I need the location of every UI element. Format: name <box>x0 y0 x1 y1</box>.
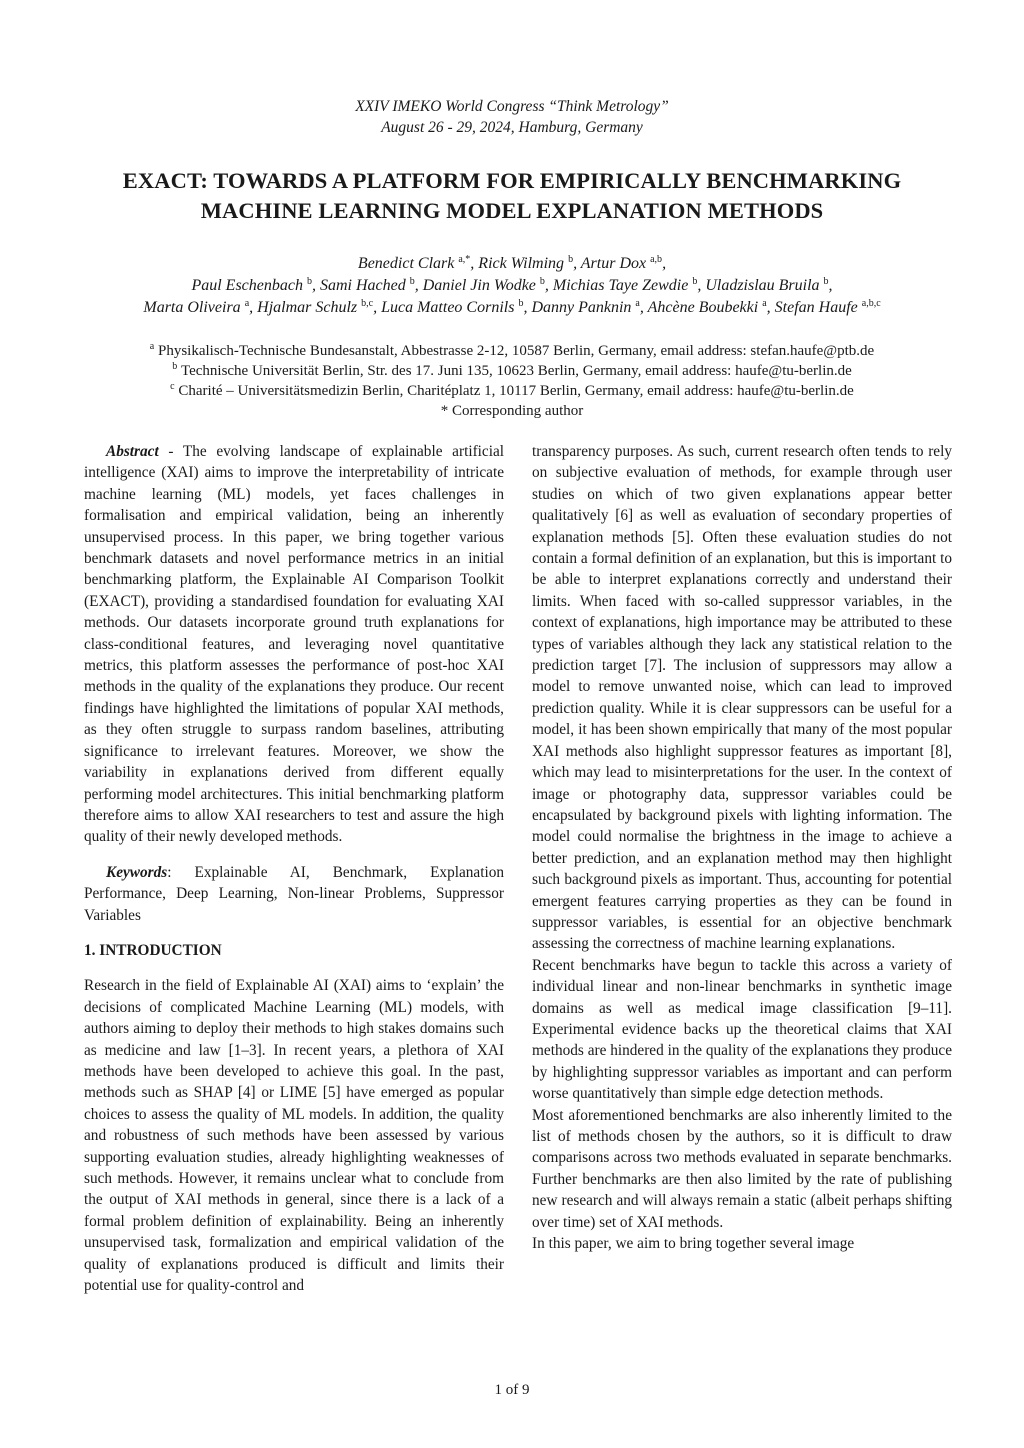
author-name: Michias Taye Zewdie <box>552 277 689 294</box>
author-separator: , <box>544 277 553 294</box>
author-name: Paul Eschenbach <box>191 277 303 294</box>
author-name: Stefan Haufe <box>774 299 858 316</box>
author-separator: , <box>249 299 258 316</box>
intro-paragraph-1: Research in the field of Explainable AI (XAI) aims to ‘explain’ the decisions of complicated Machine Learning (ML) models, with authors aiming to deploy their methods to high stakes domains such as medicine and law [1–3]. In recent years, a plethora of XAI methods have been developed to achieve this goal. In the past, methods such as SHAP [4] or LIME [5] have emerged as popular choices to assess the quality of ML models. In addition, the quality and robustness of such methods have been assessed by various supporting evaluation studies, already highlighting weaknesses of such methods. However, it remains unclear what to conclude from the output of XAI methods in general, since there is a lack of a formal problem definition of explainability. Being an inherently unsupervised task, formalization and empirical validation of the quality of explanations produced is difficult and limits their potential use for quality-control and <box>84 977 504 1295</box>
author-separator: , <box>311 277 320 294</box>
intro-paragraph-2: Recent benchmarks have begun to tackle this across a variety of individual linear and non-linear benchmarks in synthetic image domains as well as medical image classification [9–11]. Experimental evidence backs up the theoretical claims that XAI methods are hindered in the quality of the explanations they produce by highlighting suppressor variables as important and can perform worse quantitatively than simple edge detection methods. <box>532 956 952 1103</box>
right-column <box>532 441 952 1254</box>
author-line <box>20 275 1004 297</box>
author-name: Marta Oliveira <box>143 299 241 316</box>
author-affiliation-mark: a,b,c <box>861 298 881 309</box>
affiliation-text: Physikalisch-Technische Bundesanstalt, Abbestrasse 2-12, 10587 Berlin, Germany, email address: stefan.haufe@ptb.de <box>158 343 875 359</box>
affiliation-b <box>20 361 1004 381</box>
author-separator: , <box>523 299 532 316</box>
corresponding-author-note: * Corresponding author <box>440 403 584 419</box>
author-affiliation-mark: a,b <box>650 254 663 265</box>
author-separator: , <box>828 277 833 294</box>
author-line <box>20 297 1004 319</box>
intro-paragraph-1-continued: transparency purposes. As such, current research often tends to rely on subjective evaluation of methods, for example through user studies on which of two given explanations appear better qualitatively [6] as well as evaluation of secondary properties of explanation methods [5]. Often these evaluation studies do not contain a formal definition of an explanation, but this is important to be able to interpret explanations correctly and understand their limits. When faced with so-called suppressor variables, in the context of explanations, high importance may be attributed to these types of variables although they lack any statistical relation to the prediction target [7]. The inclusion of suppressors may allow a model to remove unwanted noise, which can lead to improved prediction quality. While it is clear suppressors can be useful for a model, it has been shown empirically that many of the most popular XAI methods also highlight suppressor features as important [8], which may lead to misinterpretations for the user. In the context of image or photography data, suppressor variables could be encapsulated by background pixels with lighting information. The model could normalise the brightness in the image to achieve a better prediction, and an explanation method may then highlight such background pixels as important. Thus, accounting for potential emergent features carrying properties as they can be found in suppressor variables, is essential for an objective benchmark assessing the correctness of machine learning explanations. <box>532 443 952 953</box>
author-affiliation-mark: a <box>635 298 640 309</box>
conference-name: XXIV IMEKO World Congress “Think Metrology” <box>355 98 669 115</box>
author-affiliation-mark: b <box>823 276 829 287</box>
page-number: 1 of 9 <box>494 1382 530 1398</box>
author-name: Daniel Jin Wodke <box>422 277 536 294</box>
author-separator: , <box>766 299 775 316</box>
author-name: Uladzislau Bruila <box>705 277 820 294</box>
affiliations <box>20 341 1004 421</box>
author-affiliation-mark: a <box>762 298 767 309</box>
author-affiliation-mark: b <box>539 276 545 287</box>
paper-title-line-1: EXACT: TOWARDS A PLATFORM FOR EMPIRICALLY BENCHMARKING <box>122 168 902 193</box>
affiliation-c <box>20 381 1004 401</box>
author-name: Ahcène Boubekki <box>647 299 759 316</box>
author-separator: , <box>639 299 648 316</box>
author-name: Rick Wilming <box>478 255 565 272</box>
abstract-text: - The evolving landscape of explainable artificial intelligence (XAI) aims to improve the interpretability of intricate machine learning (ML) models, yet faces challenges in formalisation and empirical validation, being an inherently unsupervised process. In this paper, we bring together various benchmark datasets and novel performance metrics in an initial benchmarking platform, the Explainable AI Comparison Toolkit (EXACT), providing a standardised foundation for evaluating XAI methods. Our datasets incorporate ground truth explanations for class-conditional features, and leveraging novel quantitative metrics, this platform assesses the performance of post-hoc XAI methods in the quality of the explanations they produce. Our recent findings have highlighted the limitations of popular XAI methods, as they often struggle to surpass random baselines, attributing significance to irrelevant features. Moreover, we show the variability in explanations derived from different equally performing model architectures. This initial benchmarking platform therefore aims to allow XAI researchers to test and assure the high quality of their newly developed methods. <box>84 443 504 846</box>
author-affiliation-mark: b <box>409 276 415 287</box>
author-separator: , <box>373 299 382 316</box>
intro-paragraph-4: In this paper, we aim to bring together several image <box>532 1235 855 1253</box>
author-affiliation-mark: b,c <box>361 298 374 309</box>
author-separator: , <box>470 255 479 272</box>
intro-paragraph-3: Most aforementioned benchmarks are also inherently limited to the list of methods chosen by the authors, so it is difficult to draw comparisons across two methods evaluated in separate benchmarks. Further benchmarks are then also limited by the rate of publishing new research and will always remain a static (albeit perhaps shifting over time) set of XAI methods. <box>532 1106 952 1231</box>
affiliation-text: Technische Universität Berlin, Str. des 17. Juni 135, 10623 Berlin, Germany, email address: haufe@tu-berlin.de <box>180 363 852 379</box>
affiliation-text: Charité – Universitätsmedizin Berlin, Charitéplatz 1, 10117 Berlin, Germany, email address: haufe@tu-berlin.de <box>178 383 854 399</box>
affiliation-mark: a <box>149 341 155 352</box>
paper-title-line-2: MACHINE LEARNING MODEL EXPLANATION METHODS <box>200 198 824 223</box>
abstract-label: Abstract <box>106 443 159 460</box>
affiliation-mark: c <box>170 381 175 392</box>
left-column <box>84 441 504 1296</box>
author-name: Hjalmar Schulz <box>257 299 358 316</box>
author-affiliation-mark: b <box>568 254 574 265</box>
conference-header <box>0 96 1024 138</box>
author-separator: , <box>697 277 706 294</box>
author-affiliation-mark: b <box>518 298 524 309</box>
paper-title <box>40 166 984 226</box>
section-heading-introduction: 1. INTRODUCTION <box>84 941 222 959</box>
affiliation-a <box>20 341 1004 361</box>
author-name: Danny Panknin <box>531 299 632 316</box>
keywords-text: : Explainable AI, Benchmark, Explanation Performance, Deep Learning, Non-linear Problems, Suppressor Variables <box>84 863 504 924</box>
author-line <box>20 253 1004 275</box>
keywords-label: Keywords <box>106 863 168 881</box>
conference-date-location: August 26 - 29, 2024, Hamburg, Germany <box>381 119 643 136</box>
author-name: Benedict Clark <box>357 255 455 272</box>
author-list <box>20 253 1004 319</box>
abstract-paragraph <box>84 441 504 848</box>
author-affiliation-mark: a <box>244 298 250 309</box>
author-affiliation-mark: a,* <box>458 254 471 265</box>
keywords-paragraph <box>84 862 504 926</box>
affiliation-mark: b <box>172 361 178 372</box>
author-separator: , <box>573 255 581 272</box>
author-affiliation-mark: b <box>692 276 698 287</box>
author-name: Luca Matteo Cornils <box>381 299 515 316</box>
author-name: Sami Hached <box>319 277 406 294</box>
author-name: Artur Dox <box>580 255 647 272</box>
author-affiliation-mark: b <box>306 276 312 287</box>
author-separator: , <box>662 255 667 272</box>
author-separator: , <box>414 277 423 294</box>
